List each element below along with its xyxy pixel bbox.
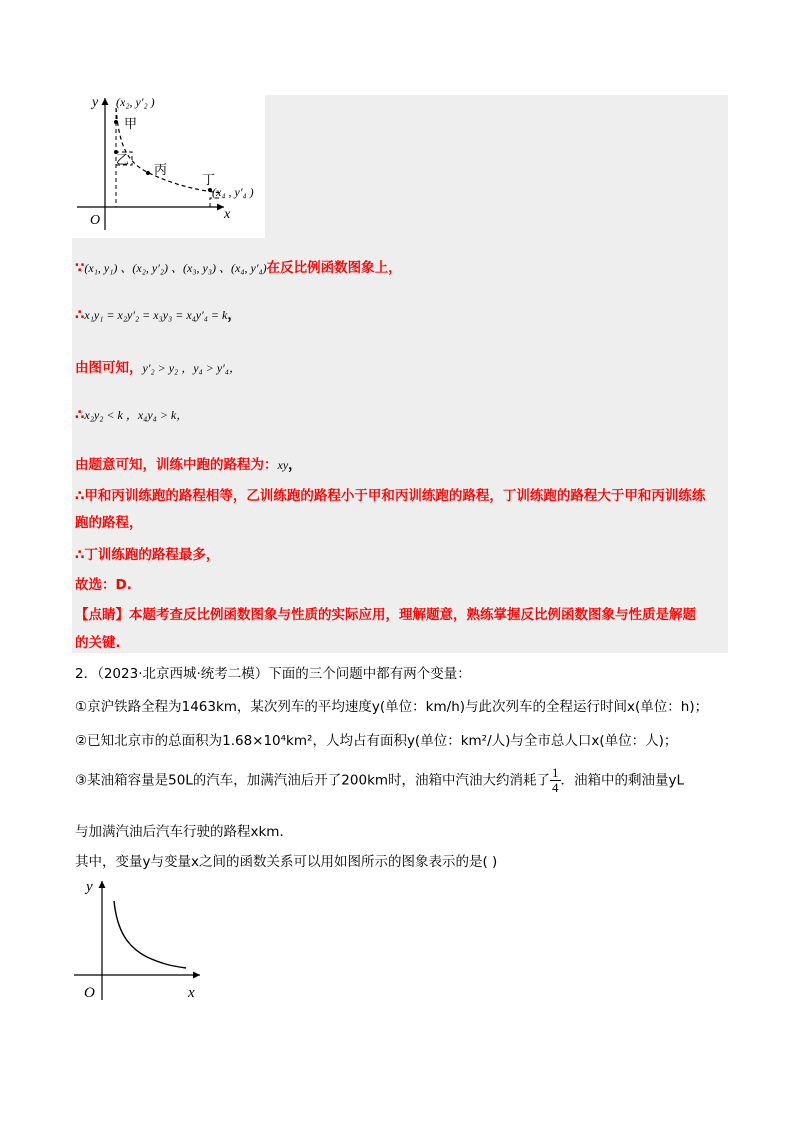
y-axis-label: y	[86, 879, 93, 895]
origin-label: O	[90, 213, 101, 228]
question-item-3-cont: 与加满汽油后汽车行驶的路程xkm．	[75, 824, 293, 840]
dashed-box-4	[210, 198, 222, 207]
solution-line-11: 的关键.	[75, 635, 121, 651]
x-axis-label: x	[224, 207, 231, 222]
figure-1-graph	[72, 90, 267, 238]
question-header: 2．（2023·北京西城·统考二模）下面的三个问题中都有两个变量：	[75, 666, 471, 682]
point-jia	[114, 120, 118, 124]
curve	[114, 901, 186, 968]
solution-line-10: 【点睛】本题考查反比例函数图象与性质的实际应用，理解题意，熟练掌握反比例函数图象与性质是解题	[75, 607, 696, 623]
solution-text-3: 由图可知，	[75, 360, 143, 376]
solution-line-6: ∴甲和丙训练跑的路程相等，乙训练跑的路程小于甲和丙训练跑的路程，丁训练跑的路程大于甲和丙训练练	[75, 488, 706, 504]
solution-line-8: ∴丁训练跑的路程最多，	[75, 547, 220, 563]
solution-line-5: 由题意可知，训练中跑的路程为：xy，	[75, 457, 302, 473]
solution-line-9: 故选：D.	[75, 577, 132, 593]
solution-panel-top	[265, 95, 728, 238]
compare-expr-2: x₂y₂ < k ，x₄y₄ > k，	[84, 408, 189, 422]
point-bing	[146, 171, 150, 175]
solution-line-3	[75, 358, 241, 378]
solution-text-5: 由题意可知，训练中跑的路程为：	[75, 457, 278, 473]
jia-label: 甲	[124, 117, 138, 132]
question-item-1: ①京沪铁路全程为1463km，某次列车的平均速度y(单位：km/h)与此次列车的全程运行时间x(单位：h)；	[75, 699, 709, 715]
y-axis-label: y	[92, 95, 99, 110]
ding-label: 丁	[202, 173, 216, 188]
compare-expr-1: y′₂ > y₂ ，y₄ > y′₄，	[142, 361, 241, 375]
product-equality-expr: x₁y₁ = x₂y′₂ = x₃y₃ = x₄y′₄ = k	[84, 308, 228, 322]
point-2-label: (x₂, y′₂ )	[116, 95, 155, 109]
point-4-label: (x₄ , y′₄ )	[212, 185, 254, 199]
item-3-text-b: ．油箱中的剩油量yL	[560, 772, 685, 789]
solution-line-4: ∴x₂y₂ < k ，x₄y₄ > k，	[75, 407, 189, 423]
solution-line-7: 跑的路程，	[75, 515, 143, 531]
solution-line-1: ∵(x₁, y₁) 、(x₂, y′₂) 、(x₃, y₃) 、(x₄, y′₄)在反比例函数图象上，	[75, 260, 402, 276]
origin-label: O	[84, 985, 95, 1001]
question-item-3	[75, 766, 684, 795]
fraction-denominator: 4	[552, 780, 559, 795]
question-item-2: ②已知北京市的总面积为1.68×10⁴km²，人均占有面积y(单位：km²/人)与全市总人口x(单位：人)；	[75, 733, 678, 749]
points-expr: (x₁, y₁) 、(x₂, y′₂) 、(x₃, y₃) 、(x₄, y′₄)	[84, 261, 267, 275]
item-3-text-a: ③某油箱容量是50L的汽车，加满汽油后开了200km时，油箱中汽油大约消耗了	[75, 772, 551, 789]
fraction-one-quarter	[550, 766, 561, 795]
distance-expr: xy	[277, 458, 289, 472]
x-axis-label: x	[188, 985, 195, 1001]
bing-label: 丙	[154, 163, 168, 178]
fraction-numerator: 1	[552, 765, 559, 780]
figure-2-graph	[72, 875, 207, 1005]
question-prompt: 其中，变量y与变量x之间的函数关系可以用如图所示的图象表示的是( )	[75, 854, 498, 870]
yi-label: 乙	[116, 153, 130, 168]
solution-text-1: 在反比例函数图象上，	[266, 260, 402, 276]
solution-panel	[72, 238, 728, 653]
solution-line-2: ∴x₁y₁ = x₂y′₂ = x₃y₃ = x₄y′₄ = k，	[75, 307, 241, 323]
